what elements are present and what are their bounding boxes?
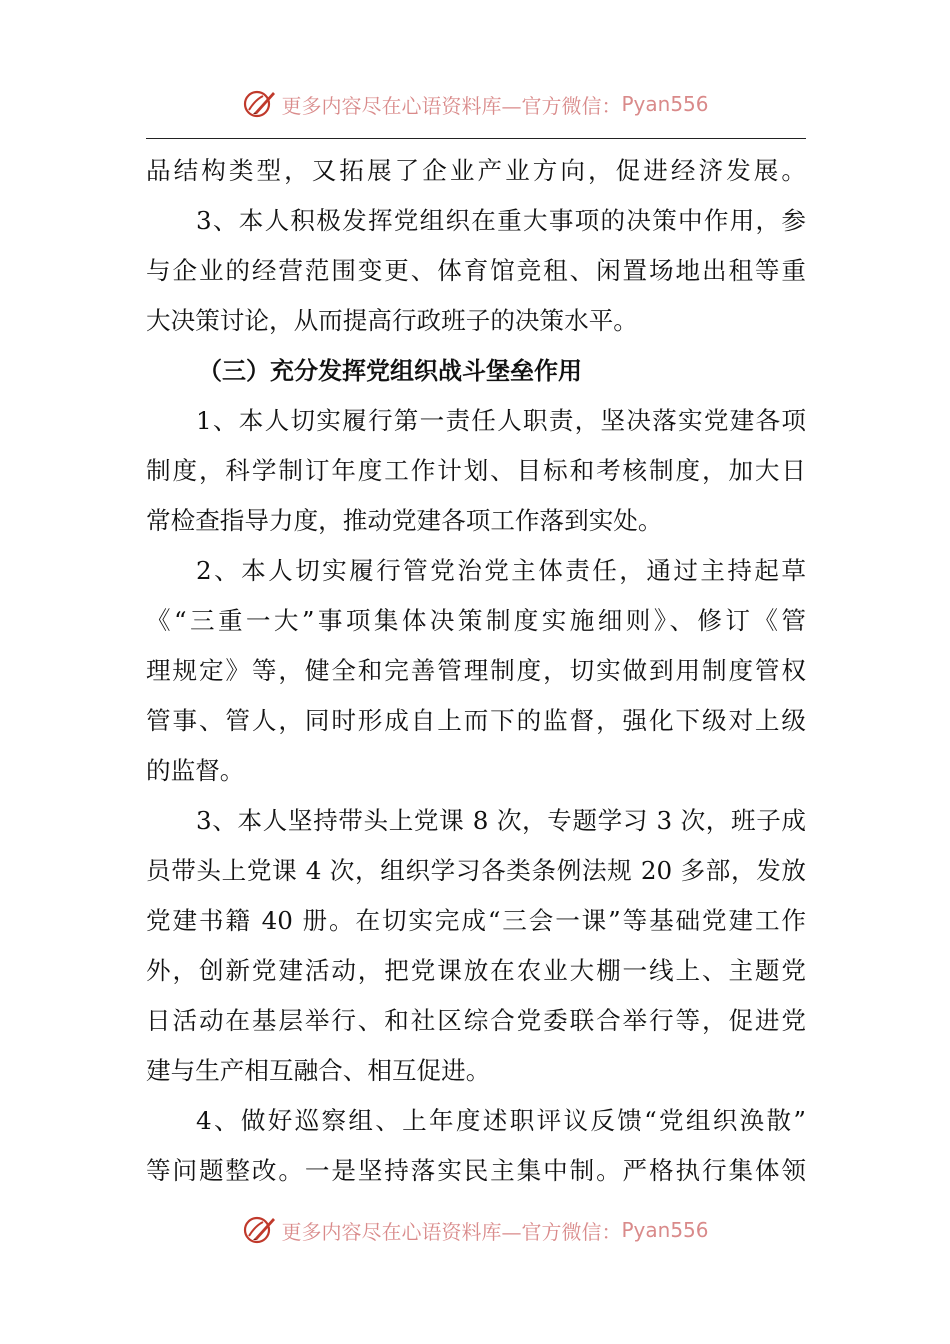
footer-watermark-banner (0, 1210, 950, 1250)
paragraph-line: 制度，科学制订年度工作计划、目标和考核制度，加大日 (146, 456, 806, 485)
document-body (146, 146, 806, 1196)
paragraph-line: 3、本人坚持带头上党课 8 次，专题学习 3 次，班子成 (196, 806, 806, 835)
header-banner-text: 更多内容尽在心语资料库—官方微信： (281, 93, 622, 118)
paragraph-line: 2、本人切实履行管党治党主体责任，通过主持起草 (196, 556, 806, 585)
footer-banner-text: 更多内容尽在心语资料库—官方微信： (281, 1219, 622, 1244)
paragraph-line: 员带头上党课 4 次，组织学习各类条例法规 20 多部，发放 (146, 856, 806, 885)
footer-banner-wechat-id: Pyan556 (621, 1218, 709, 1242)
paragraph-line: 建与生产相互融合、相互促进。 (146, 1056, 491, 1085)
header-watermark-banner (0, 84, 950, 124)
pen-logo-icon (241, 86, 277, 122)
paragraph-line: 党建书籍 40 册。在切实完成“三会一课”等基础党建工作 (146, 906, 806, 935)
paragraph-line: 的监督。 (146, 756, 245, 785)
header-divider (146, 138, 806, 139)
paragraph-line: 与企业的经营范围变更、体育馆竞租、闲置场地出租等重 (146, 256, 806, 285)
paragraph-line: 外，创新党建活动，把党课放在农业大棚一线上、主题党 (146, 956, 806, 985)
paragraph-line: 管事、管人，同时形成自上而下的监督，强化下级对上级 (146, 706, 806, 735)
paragraph-line: 1、本人切实履行第一责任人职责，坚决落实党建各项 (196, 406, 806, 435)
paragraph-line: 日活动在基层举行、和社区综合党委联合举行等，促进党 (146, 1006, 806, 1035)
paragraph-line: 4、做好巡察组、上年度述职评议反馈“党组织涣散” (196, 1106, 806, 1135)
paragraph-line: 品结构类型，又拓展了企业产业方向，促进经济发展。 (146, 156, 806, 185)
paragraph-line: 大决策讨论，从而提高行政班子的决策水平。 (146, 306, 638, 335)
paragraph-line: 常检查指导力度，推动党建各项工作落到实处。 (146, 506, 663, 535)
paragraph-line: 理规定》等，健全和完善管理制度，切实做到用制度管权 (146, 656, 806, 685)
paragraph-line: 3、本人积极发挥党组织在重大事项的决策中作用，参 (196, 206, 806, 235)
paragraph-line: 等问题整改。一是坚持落实民主集中制。严格执行集体领 (146, 1156, 806, 1185)
paragraph-line: 《“三重一大”事项集体决策制度实施细则》、修订《管 (146, 606, 806, 635)
pen-logo-icon (241, 1212, 277, 1248)
header-banner-wechat-id: Pyan556 (621, 92, 709, 116)
section-heading: （三）充分发挥党组织战斗堡垒作用 (198, 357, 582, 385)
